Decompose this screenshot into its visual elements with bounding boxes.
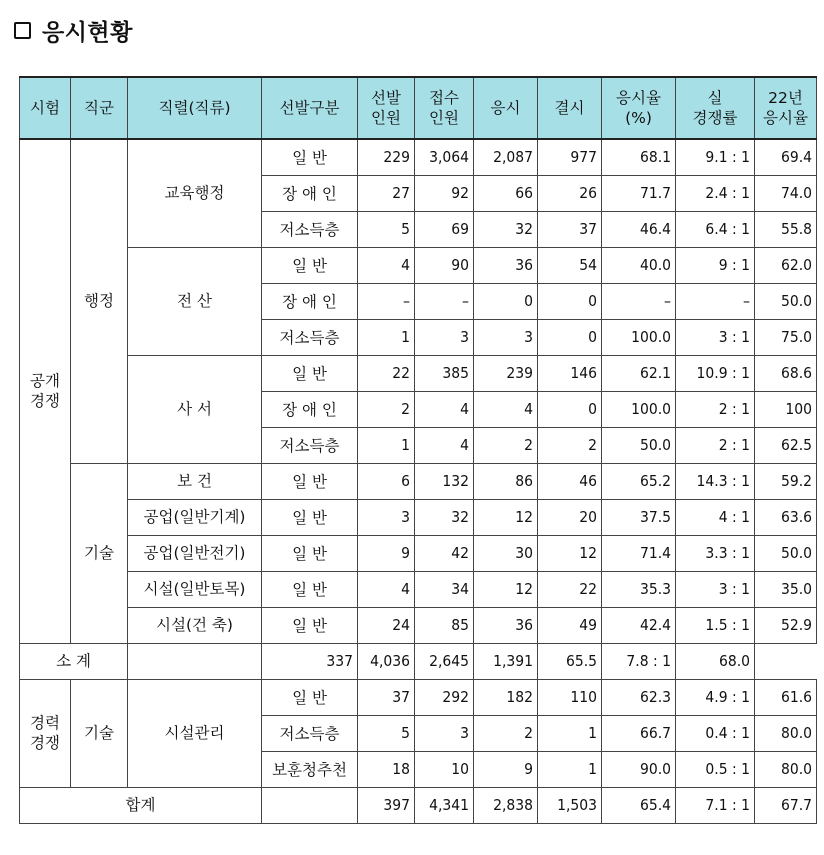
cell-competition-ratio: 2 : 1: [676, 427, 755, 463]
cell-prev-rate: 69.4: [755, 139, 817, 175]
cell-prev-rate: 62.5: [755, 427, 817, 463]
cell-selection-type: 저소득층: [262, 211, 358, 247]
total-label: 합계: [20, 787, 262, 823]
cell-attendance-rate: 71.7: [602, 175, 676, 211]
cell-absent: 49: [538, 607, 602, 643]
cell-quota: 2: [358, 391, 415, 427]
cell-quota: 22: [358, 355, 415, 391]
col-header-prev-rate: 22년 응시율: [755, 77, 817, 139]
cell-prev-rate: 75.0: [755, 319, 817, 355]
cell-absent: 0: [538, 319, 602, 355]
cell-attendance-rate: 65.4: [602, 787, 676, 823]
cell-takers: 182: [474, 679, 538, 715]
cell-attendance-rate: 46.4: [602, 211, 676, 247]
cell-prev-rate: 52.9: [755, 607, 817, 643]
cell-attendance-rate: 62.3: [602, 679, 676, 715]
exam-type-career: 경력 경쟁: [20, 679, 71, 787]
cell-absent: 54: [538, 247, 602, 283]
cell-takers: 2,087: [474, 139, 538, 175]
cell-competition-ratio: 9.1 : 1: [676, 139, 755, 175]
cell-takers: 4: [474, 391, 538, 427]
cell-competition-ratio: 0.4 : 1: [676, 715, 755, 751]
cell-applicants: 92: [415, 175, 474, 211]
cell-quota: 24: [358, 607, 415, 643]
cell-prev-rate: 59.2: [755, 463, 817, 499]
cell-applicants: 3: [415, 715, 474, 751]
cell-applicants: 4,036: [358, 643, 415, 679]
cell-competition-ratio: 3 : 1: [676, 319, 755, 355]
cell-takers: 239: [474, 355, 538, 391]
cell-takers: 3: [474, 319, 538, 355]
cell-prev-rate: 50.0: [755, 283, 817, 319]
cell-takers: 2,645: [415, 643, 474, 679]
cell-selection-type: 보훈청추천: [262, 751, 358, 787]
cell-absent: 110: [538, 679, 602, 715]
col-header-series: 직렬(직류): [128, 77, 262, 139]
table-row: [20, 571, 817, 607]
cell-prev-rate: 55.8: [755, 211, 817, 247]
header-row: [20, 77, 817, 139]
col-header-attendance-rate: 응시율 (%): [602, 77, 676, 139]
cell-applicants: 3: [415, 319, 474, 355]
cell-competition-ratio: –: [676, 283, 755, 319]
cell-selection-type: [128, 643, 262, 679]
group-tech: 기술: [71, 463, 128, 643]
cell-prev-rate: 68.0: [676, 643, 755, 679]
cell-absent: 146: [538, 355, 602, 391]
cell-selection-type: 저소득층: [262, 319, 358, 355]
cell-quota: 4: [358, 247, 415, 283]
cell-attendance-rate: 35.3: [602, 571, 676, 607]
cell-applicants: 42: [415, 535, 474, 571]
cell-quota: 18: [358, 751, 415, 787]
cell-quota: 5: [358, 211, 415, 247]
cell-competition-ratio: 4 : 1: [676, 499, 755, 535]
cell-absent: 1,503: [538, 787, 602, 823]
cell-prev-rate: 63.6: [755, 499, 817, 535]
cell-selection-type: 일 반: [262, 355, 358, 391]
cell-selection-type: [262, 787, 358, 823]
table-row: [20, 247, 817, 283]
cell-prev-rate: 67.7: [755, 787, 817, 823]
cell-selection-type: 장 애 인: [262, 283, 358, 319]
series-facility-mgmt: 시설관리: [128, 679, 262, 787]
cell-competition-ratio: 6.4 : 1: [676, 211, 755, 247]
cell-selection-type: 일 반: [262, 679, 358, 715]
page-title: [14, 14, 133, 46]
cell-absent: 37: [538, 211, 602, 247]
total-row: [20, 787, 817, 823]
cell-absent: 2: [538, 427, 602, 463]
series-arch: 시설(건 축): [128, 607, 262, 643]
cell-attendance-rate: 65.2: [602, 463, 676, 499]
cell-competition-ratio: 3.3 : 1: [676, 535, 755, 571]
cell-takers: 30: [474, 535, 538, 571]
cell-absent: 1: [538, 715, 602, 751]
cell-absent: 12: [538, 535, 602, 571]
cell-competition-ratio: 0.5 : 1: [676, 751, 755, 787]
table-row: [20, 139, 817, 175]
exam-status-table: [19, 76, 817, 824]
cell-selection-type: 일 반: [262, 463, 358, 499]
cell-prev-rate: 80.0: [755, 751, 817, 787]
cell-competition-ratio: 4.9 : 1: [676, 679, 755, 715]
cell-absent: 22: [538, 571, 602, 607]
cell-selection-type: 장 애 인: [262, 175, 358, 211]
cell-selection-type: 일 반: [262, 247, 358, 283]
series-elec: 공업(일반전기): [128, 535, 262, 571]
cell-prev-rate: 62.0: [755, 247, 817, 283]
cell-quota: 3: [358, 499, 415, 535]
cell-attendance-rate: 100.0: [602, 319, 676, 355]
cell-takers: 66: [474, 175, 538, 211]
cell-competition-ratio: 7.8 : 1: [602, 643, 676, 679]
cell-prev-rate: 61.6: [755, 679, 817, 715]
cell-quota: 27: [358, 175, 415, 211]
page-title-text: 응시현황: [42, 19, 133, 46]
series-computing: 전 산: [128, 247, 262, 355]
col-header-selection-type: 선발구분: [262, 77, 358, 139]
cell-quota: 4: [358, 571, 415, 607]
cell-takers: 2: [474, 427, 538, 463]
cell-attendance-rate: 100.0: [602, 391, 676, 427]
cell-quota: 1: [358, 319, 415, 355]
cell-prev-rate: 68.6: [755, 355, 817, 391]
series-civil: 시설(일반토목): [128, 571, 262, 607]
table-row: [20, 679, 817, 715]
cell-quota: 229: [358, 139, 415, 175]
cell-takers: 12: [474, 571, 538, 607]
cell-applicants: 3,064: [415, 139, 474, 175]
cell-attendance-rate: 62.1: [602, 355, 676, 391]
cell-competition-ratio: 14.3 : 1: [676, 463, 755, 499]
table-row: [20, 499, 817, 535]
cell-prev-rate: 100: [755, 391, 817, 427]
cell-attendance-rate: 42.4: [602, 607, 676, 643]
cell-takers: 36: [474, 247, 538, 283]
cell-applicants: 4: [415, 427, 474, 463]
cell-quota: 1: [358, 427, 415, 463]
checkbox-square-icon: [14, 22, 31, 39]
cell-applicants: 90: [415, 247, 474, 283]
series-health: 보 건: [128, 463, 262, 499]
series-librarian: 사 서: [128, 355, 262, 463]
cell-takers: 36: [474, 607, 538, 643]
cell-absent: 26: [538, 175, 602, 211]
cell-takers: 2: [474, 715, 538, 751]
cell-competition-ratio: 9 : 1: [676, 247, 755, 283]
cell-selection-type: 일 반: [262, 607, 358, 643]
table-row: [20, 463, 817, 499]
subtotal-label: 소 계: [20, 643, 128, 679]
cell-absent: 1: [538, 751, 602, 787]
cell-applicants: 32: [415, 499, 474, 535]
cell-competition-ratio: 3 : 1: [676, 571, 755, 607]
cell-attendance-rate: 65.5: [538, 643, 602, 679]
cell-applicants: 34: [415, 571, 474, 607]
cell-takers: 32: [474, 211, 538, 247]
col-header-takers: 응시: [474, 77, 538, 139]
cell-prev-rate: 74.0: [755, 175, 817, 211]
cell-absent: 0: [538, 391, 602, 427]
cell-quota: 9: [358, 535, 415, 571]
cell-selection-type: 일 반: [262, 499, 358, 535]
series-edu-admin: 교육행정: [128, 139, 262, 247]
cell-takers: 2,838: [474, 787, 538, 823]
col-header-applicants: 접수 인원: [415, 77, 474, 139]
cell-quota: 5: [358, 715, 415, 751]
cell-selection-type: 저소득층: [262, 427, 358, 463]
cell-applicants: 4,341: [415, 787, 474, 823]
cell-attendance-rate: 66.7: [602, 715, 676, 751]
cell-applicants: 4: [415, 391, 474, 427]
col-header-competition-ratio: 실 경쟁률: [676, 77, 755, 139]
cell-applicants: 69: [415, 211, 474, 247]
cell-quota: 37: [358, 679, 415, 715]
cell-applicants: 85: [415, 607, 474, 643]
cell-selection-type: 장 애 인: [262, 391, 358, 427]
cell-applicants: 132: [415, 463, 474, 499]
cell-competition-ratio: 7.1 : 1: [676, 787, 755, 823]
cell-takers: 12: [474, 499, 538, 535]
cell-takers: 0: [474, 283, 538, 319]
subtotal-row: [20, 643, 817, 679]
cell-attendance-rate: 37.5: [602, 499, 676, 535]
table-row: [20, 355, 817, 391]
cell-applicants: 292: [415, 679, 474, 715]
cell-competition-ratio: 10.9 : 1: [676, 355, 755, 391]
cell-competition-ratio: 2 : 1: [676, 391, 755, 427]
cell-quota: 6: [358, 463, 415, 499]
cell-takers: 9: [474, 751, 538, 787]
col-header-quota: 선발 인원: [358, 77, 415, 139]
cell-quota: 337: [262, 643, 358, 679]
cell-applicants: 385: [415, 355, 474, 391]
group-admin: 행정: [71, 139, 128, 463]
cell-selection-type: 일 반: [262, 139, 358, 175]
cell-absent: 977: [538, 139, 602, 175]
cell-attendance-rate: 68.1: [602, 139, 676, 175]
cell-applicants: –: [415, 283, 474, 319]
group-tech-career: 기술: [71, 679, 128, 787]
cell-attendance-rate: 50.0: [602, 427, 676, 463]
table-row: [20, 607, 817, 643]
table-row: [20, 535, 817, 571]
cell-quota: 397: [358, 787, 415, 823]
cell-takers: 86: [474, 463, 538, 499]
cell-selection-type: 일 반: [262, 535, 358, 571]
cell-prev-rate: 50.0: [755, 535, 817, 571]
series-mech: 공업(일반기계): [128, 499, 262, 535]
cell-absent: 1,391: [474, 643, 538, 679]
cell-attendance-rate: –: [602, 283, 676, 319]
cell-applicants: 10: [415, 751, 474, 787]
cell-absent: 0: [538, 283, 602, 319]
cell-selection-type: 저소득층: [262, 715, 358, 751]
cell-prev-rate: 35.0: [755, 571, 817, 607]
cell-prev-rate: 80.0: [755, 715, 817, 751]
col-header-group: 직군: [71, 77, 128, 139]
cell-attendance-rate: 40.0: [602, 247, 676, 283]
cell-competition-ratio: 2.4 : 1: [676, 175, 755, 211]
cell-attendance-rate: 90.0: [602, 751, 676, 787]
cell-absent: 46: [538, 463, 602, 499]
exam-type-open: 공개 경쟁: [20, 139, 71, 643]
col-header-absent: 결시: [538, 77, 602, 139]
cell-attendance-rate: 71.4: [602, 535, 676, 571]
col-header-exam: 시험: [20, 77, 71, 139]
cell-absent: 20: [538, 499, 602, 535]
cell-selection-type: 일 반: [262, 571, 358, 607]
cell-quota: –: [358, 283, 415, 319]
cell-competition-ratio: 1.5 : 1: [676, 607, 755, 643]
